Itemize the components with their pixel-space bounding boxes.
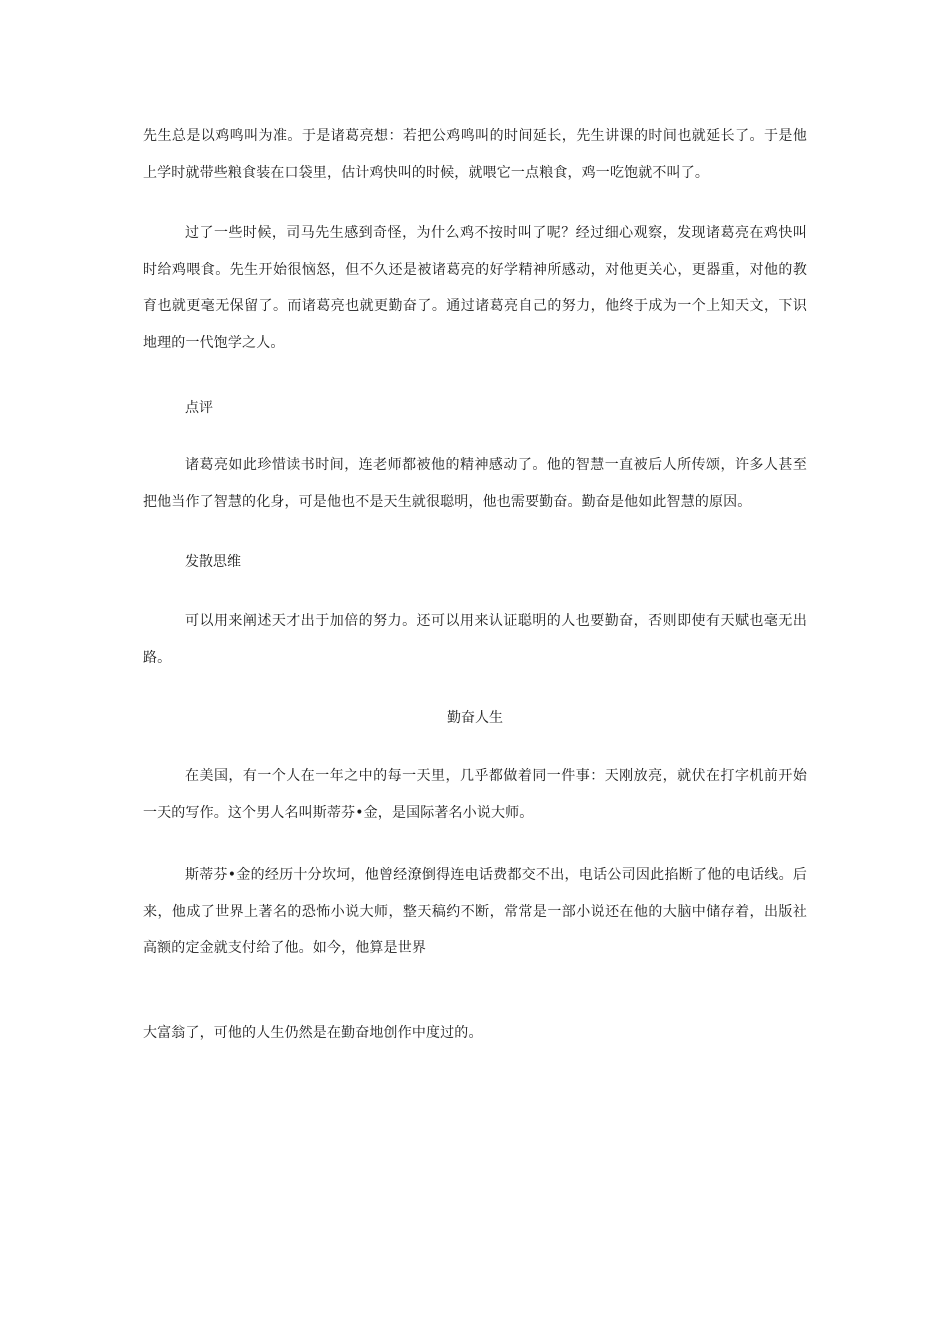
section-title-diligent-life: 勤奋人生 <box>447 710 503 726</box>
paragraph-stephen-king-intro: 在美国，有一个人在一年之中的每一天里，几乎都做着同一件事：天刚放亮，就伏在打字机前开始一天的写作。这个男人名叫斯蒂芬•金，是国际著名小说大师。 <box>143 768 807 821</box>
paragraph-review: 诸葛亮如此珍惜读书时间，连老师都被他的精神感动了。他的智慧一直被后人所传颂，许多人甚至把他当作了智慧的化身，可是他也不是天生就很聪明，他也需要勤奋。勤奋是他如此智慧的原因。 <box>143 457 807 510</box>
heading-divergent-thinking: 发散思维 <box>185 554 241 570</box>
paragraph-stephen-king-conclusion: 大富翁了，可他的人生仍然是在勤奋地创作中度过的。 <box>143 1025 483 1041</box>
paragraph-divergent-thinking: 可以用来阐述天才出于加倍的努力。还可以用来认证聪明的人也要勤奋，否则即使有天赋也毫无出路。 <box>143 613 807 666</box>
heading-review: 点评 <box>185 400 213 416</box>
paragraph-teacher-moved: 过了一些时候，司马先生感到奇怪，为什么鸡不按时叫了呢？经过细心观察，发现诸葛亮在鸡快叫时给鸡喂食。先生开始很恼怒，但不久还是被诸葛亮的好学精神所感动，对他更关心，更器重，对他的教育也就更毫无保留了。而诸葛亮也就更勤奋了。通过诸葛亮自己的努力，他终于成为一个上知天文，下识地理的一代饱学之人。 <box>143 225 807 351</box>
paragraph-stephen-king-career: 斯蒂芬•金的经历十分坎坷，他曾经潦倒得连电话费都交不出，电话公司因此掐断了他的电话线。后来，他成了世界上著名的恐怖小说大师，整天稿约不断，常常是一部小说还在他的大脑中储存着，出版社高额的定金就支付给了他。如今，他算是世界 <box>143 867 807 956</box>
paragraph-chicken-feeding: 先生总是以鸡鸣叫为准。于是诸葛亮想：若把公鸡鸣叫的时间延长，先生讲课的时间也就延长了。于是他上学时就带些粮食装在口袋里，估计鸡快叫的时候，就喂它一点粮食，鸡一吃饱就不叫了。 <box>143 128 807 181</box>
